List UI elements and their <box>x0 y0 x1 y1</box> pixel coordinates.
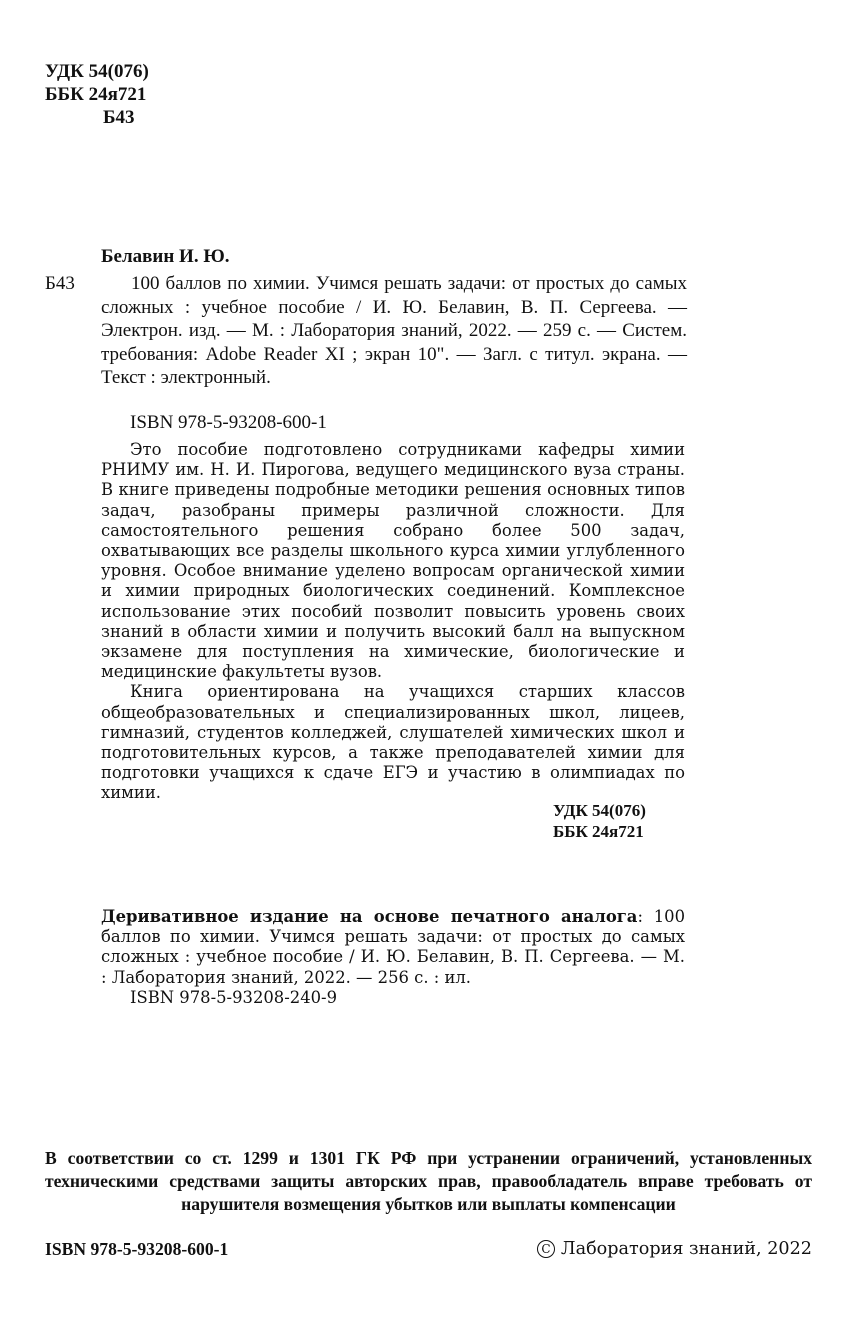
footer-copyright <box>537 1239 812 1259</box>
footer-isbn: ISBN 978-5-93208-600-1 <box>45 1239 229 1259</box>
derivative-text: : 100 баллов по химии. Учимся решать задачи: от простых до самых сложных : учебное пособие / И. Ю. Белавин, В. П. Сергеева. — М. : Лаборатория знаний, 2022. — 256 с. : ил. <box>101 907 685 987</box>
author-mark: Б43 <box>103 107 135 128</box>
bibliographic-description <box>101 272 687 390</box>
annotation-codes <box>553 800 646 842</box>
annotation-udk: УДК 54(076) <box>553 801 646 820</box>
udk-code: УДК 54(076) <box>45 61 149 82</box>
author-name: Белавин И. Ю. <box>101 246 230 267</box>
annotation <box>101 440 685 804</box>
isbn-main: ISBN 978-5-93208-600-1 <box>130 412 327 433</box>
derivative-edition <box>101 907 685 988</box>
description-text: 100 баллов по химии. Учимся решать задачи: от простых до самых сложных : учебное пособие / И. Ю. Белавин, В. П. Сергеева. — Электрон. изд. — М. : Лаборатория знаний, 2022. — 259 с. — Систем. требования: Adobe Reader XI ; экран 10". — Загл. с титул. экрана. — Текст : электронный. <box>101 273 687 389</box>
classification-block <box>45 60 149 129</box>
legal-notice: В соответствии со ст. 1299 и 1301 ГК РФ при устранении ограничений, установленных техническими средствами защиты авторских прав, правообладатель вправе требовать от нарушителя возмещения убытков или выплаты компенсации <box>45 1148 812 1214</box>
annotation-bbk: ББК 24я721 <box>553 822 644 841</box>
copyright-holder: Лаборатория знаний, 2022 <box>560 1239 812 1259</box>
derivative-label: Деривативное издание на основе печатного аналога <box>101 907 638 926</box>
copyright-icon: C <box>537 1240 555 1258</box>
bbk-code: ББК 24я721 <box>45 84 147 105</box>
annotation-paragraph: Это пособие подготовлено сотрудниками кафедры химии РНИМУ им. Н. И. Пирогова, ведущего медицинского вуза страны. В книге приведены подробные методики решения основных типов задач, разобраны примеры различной сложности. Для самостоятельного решения собрано более 500 задач, охватывающих все разделы школьного курса химии углубленного уровня. Особое внимание уделено вопросам органической химии и химии природных биологических соединений. Комплексное использование этих пособий позволит повысить уровень своих знаний в области химии и получить высокий балл на выпускном экзамене для поступления на химические, биологические и медицинские факультеты вузов. <box>101 440 685 682</box>
annotation-paragraph: Книга ориентирована на учащихся старших классов общеобразовательных и специализированных школ, лицеев, гимназий, студентов колледжей, слушателей химических школ и подготовительных курсов, а также преподавателей химии для подготовки учащихся к сдаче ЕГЭ и участию в олимпиадах по химии. <box>101 682 685 803</box>
entry-author-mark: Б43 <box>45 273 75 294</box>
derivative-isbn: ISBN 978-5-93208-240-9 <box>130 988 338 1007</box>
